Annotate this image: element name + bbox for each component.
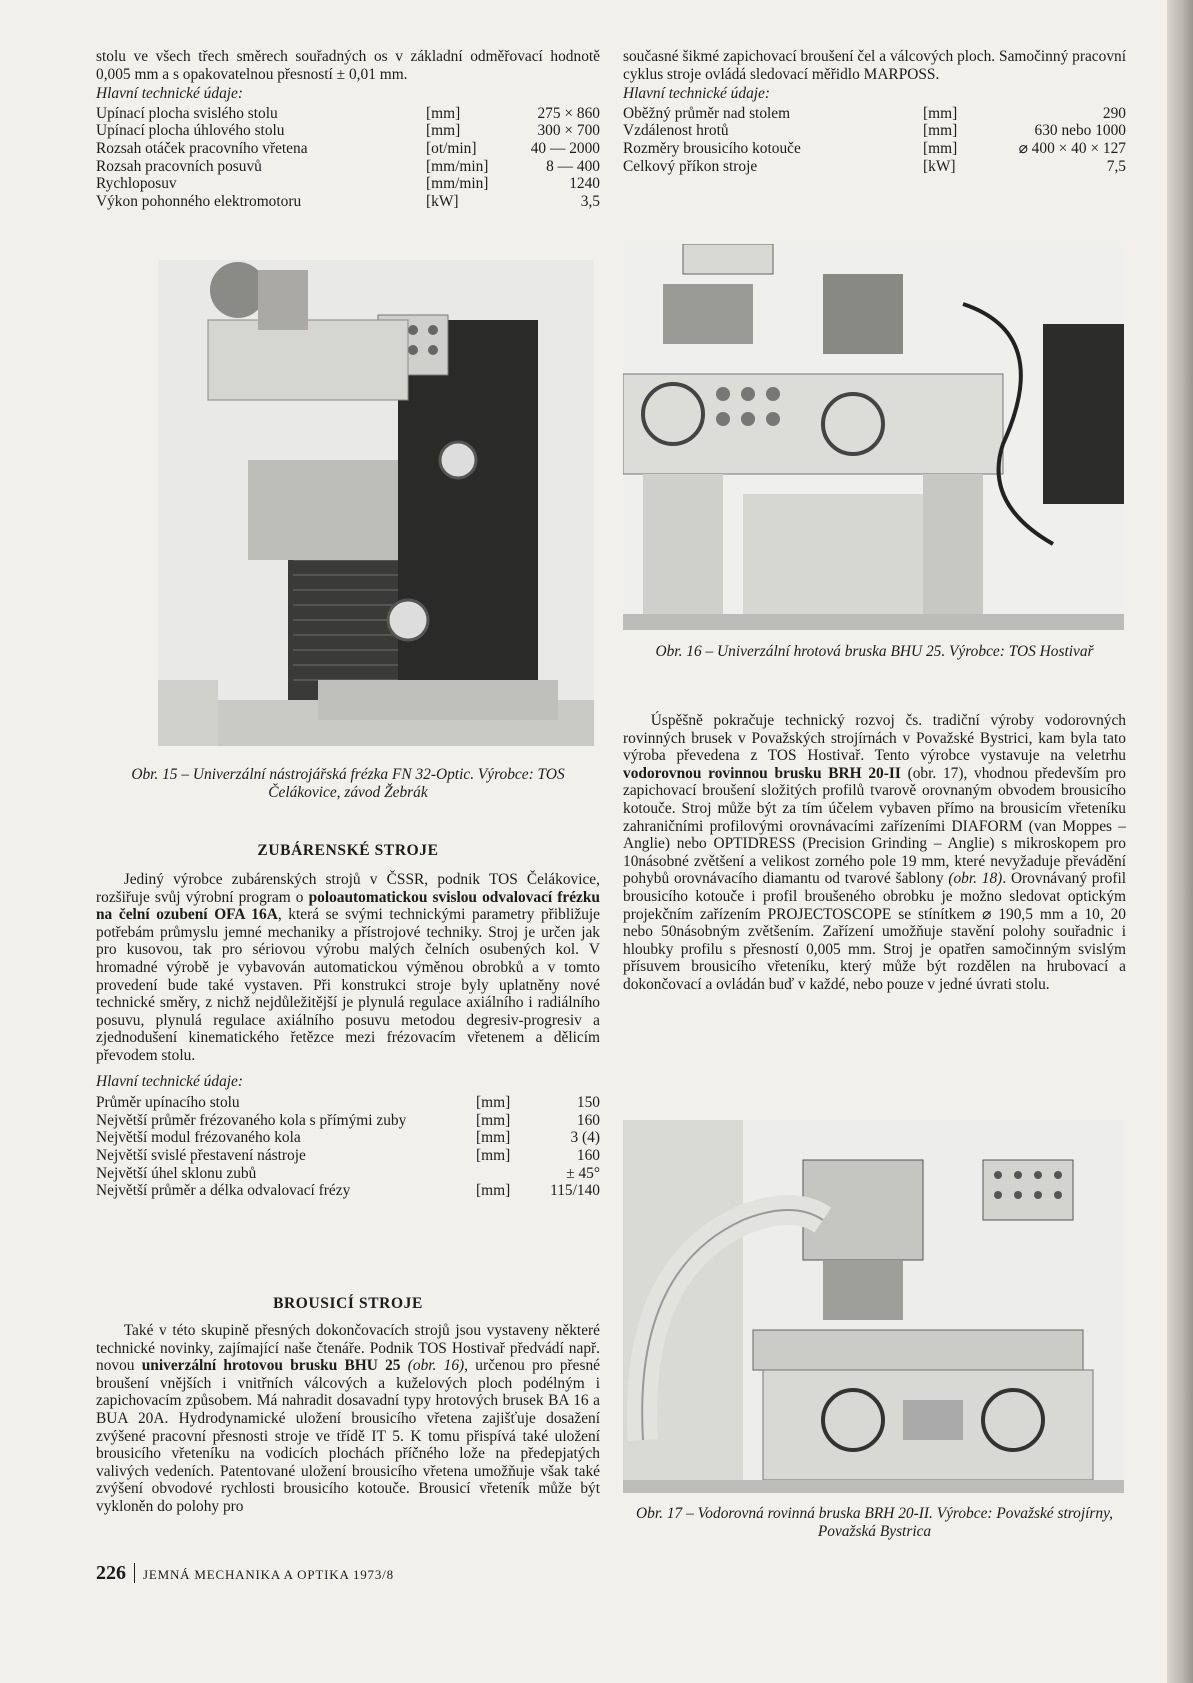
spec-unit: [mm] [923, 122, 958, 140]
spec-row [96, 193, 600, 211]
spec-value: 3,5 [580, 192, 600, 210]
top-left-spec-table [96, 105, 600, 211]
spec-value: 7,5 [1106, 157, 1126, 175]
spec-name: Největší průměr a délka odvalovací frézy [96, 1182, 351, 1200]
grind-section [96, 1322, 600, 1516]
top-right-text: současné šikmé zapichovací broušení čel a válcových ploch. Samočinný pracovní cyklus stroje ovládá sledovací měřidlo MARPOSS. [623, 48, 1126, 83]
top-left-block [96, 48, 600, 210]
spec-row [96, 1094, 600, 1112]
spec-value: 115/140 [550, 1182, 600, 1200]
gear-section [96, 871, 600, 1200]
top-right-block [623, 48, 1126, 175]
top-left-spec-label: Hlavní technické údaje: [96, 85, 244, 103]
spec-unit: [mm/min] [426, 157, 489, 175]
spec-name: Oběžný průměr nad stolem [623, 104, 791, 122]
spec-name: Průměr upínacího stolu [96, 1094, 240, 1112]
figure-16-photo [623, 244, 1124, 630]
spec-name: Celkový příkon stroje [623, 157, 758, 175]
spec-row [96, 1147, 600, 1165]
gear-paragraph: Jediný výrobce zubárenských strojů v ČSSR, podnik TOS Čelákovice, rozšiřuje svůj výrobní program o poloautomatickou svislou odvalovací frézku na čelní ozubení OFA 16A, která se svými technickými parametry přibližuje potřebám průmyslu jemné mechaniky a přístrojové techniky. Stroj je určen jak pro kusovou, tak pro sériovou výrobu malých čelních osubených kol. V hromadné výrobě je vybavován automatickou výměnou obrobků a v tomto provedení bude také vystaven. Při konstrukci stroje byly uplatněny nové technické směry, z nichž nejdůležitější je plynulá regulace axiálního i radiálního posuvu, plynulá regulace axiálního posuvu metodou degresiv-progresiv a zjednodušení kinematického řetězce mezi frézovacím vřetenem a dělicím převodem stolu. [96, 871, 600, 1064]
spec-name: Největší modul frézovaného kola [96, 1129, 301, 1147]
spec-name: Rychloposuv [96, 175, 177, 193]
figure-16-caption: Obr. 16 – Univerzální hrotová bruska BHU 25. Výrobce: TOS Hostivař [655, 643, 1094, 660]
milling-machine-image [158, 260, 594, 746]
spec-unit: [mm] [476, 1111, 511, 1129]
spec-value: 160 [576, 1111, 600, 1129]
spec-name: Upínací plocha svislého stolu [96, 104, 278, 122]
surface-grinder-image [623, 1120, 1124, 1493]
page-footer [96, 1562, 394, 1585]
spec-value: 630 nebo 1000 [1034, 122, 1126, 140]
spec-row [96, 158, 600, 176]
footer-divider [134, 1563, 135, 1583]
spec-row [96, 1165, 600, 1183]
spec-name: Vzdálenost hrotů [623, 122, 729, 140]
spec-unit: [mm] [923, 139, 958, 157]
spec-unit: [kW] [923, 157, 956, 175]
spec-value: 150 [576, 1094, 600, 1112]
section-heading-gear: ZUBÁRENSKÉ STROJE [257, 842, 439, 859]
spec-unit: [mm] [476, 1146, 511, 1164]
journal-name: JEMNÁ MECHANIKA A OPTIKA 1973/8 [143, 1567, 394, 1582]
section-heading-grind: BROUSICÍ STROJE [273, 1295, 423, 1312]
top-right-spec-table [623, 105, 1126, 175]
spec-name: Rozsah pracovních posuvů [96, 157, 262, 175]
spec-row [623, 158, 1126, 176]
spec-unit: [mm] [476, 1094, 511, 1112]
spec-name: Rozměry brousicího kotouče [623, 139, 801, 157]
page-edge-shadow [1167, 0, 1193, 1683]
spec-value: ⌀ 400 × 40 × 127 [1018, 139, 1126, 157]
spec-row [623, 140, 1126, 158]
spec-value: 40 — 2000 [530, 139, 600, 157]
grind-paragraph: Také v této skupině přesných dokončovacích strojů jsou vystaveny některé technické novinky, zajímající naše čtenáře. Podnik TOS Hostivař předvádí např. novou univerzální hrotovou brusku BHU 25 (obr. 16), určenou pro přesné broušení vnějších i vnitřních válcových a kuželových ploch podélným i zapichovacím způsobem. Má nahradit dosavadní typy hrotových brusek BA 16 a BUA 20A. Hydrodynamické uložení brousicího vřetena zajišťuje dosažení zvýšené pracovní přesnosti stroje ve třídě IT 5. K tomu přispívá také uložení brousicího vřeteníku na vodicích plochách příčného lože na předepjatých valivých vedeních. Patentované uložení brousicího vřetena umožňuje však také zvýšení obvodové rychlosti brousicího kotouče. Brousicí vřeteník může být vykloněn do polohy pro [96, 1322, 600, 1515]
page-number: 226 [96, 1562, 126, 1584]
spec-row [96, 1182, 600, 1200]
gear-spec-label: Hlavní technické údaje: [96, 1072, 244, 1090]
gear-spec-table [96, 1094, 600, 1200]
spec-name: Rozsah otáček pracovního vřetena [96, 139, 308, 157]
spec-row [623, 122, 1126, 140]
right-section [623, 712, 1126, 994]
spec-row [96, 1129, 600, 1147]
spec-name: Výkon pohonného elektromotoru [96, 192, 302, 210]
spec-row [96, 105, 600, 123]
spec-value: 3 (4) [570, 1129, 600, 1147]
spec-unit: [mm] [923, 104, 958, 122]
spec-row [96, 1112, 600, 1130]
spec-name: Největší svislé přestavení nástroje [96, 1146, 306, 1164]
top-left-text: stolu ve všech třech směrech souřadných os v základní odměřovací hodnotě 0,005 mm a s opakovatelnou přesností ± 0,01 mm. [96, 48, 600, 83]
figure-15-photo [158, 260, 594, 746]
spec-unit: [ot/min] [426, 139, 477, 157]
spec-row [623, 105, 1126, 123]
spec-value: 1240 [569, 175, 600, 193]
spec-name: Upínací plocha úhlového stolu [96, 122, 285, 140]
spec-unit: [mm] [476, 1129, 511, 1147]
spec-value: 275 × 860 [537, 104, 600, 122]
top-right-spec-label: Hlavní technické údaje: [623, 85, 771, 103]
spec-value: 300 × 700 [537, 122, 600, 140]
spec-row [96, 175, 600, 193]
spec-value: ± 45° [566, 1164, 600, 1182]
figure-15-caption: Obr. 15 – Univerzální nástrojářská frézka FN 32-Optic. Výrobce: TOS Čelákovice, závod Žebrák [131, 766, 565, 801]
spec-unit: [kW] [426, 192, 459, 210]
spec-row [96, 140, 600, 158]
figure-17-caption: Obr. 17 – Vodorovná rovinná bruska BRH 20-II. Výrobce: Považské strojírny, Považská Bystrica [636, 1505, 1113, 1540]
spec-name: Největší úhel sklonu zubů [96, 1164, 257, 1182]
spec-value: 8 — 400 [546, 157, 600, 175]
spec-unit: [mm] [426, 122, 461, 140]
spec-unit: [mm] [426, 104, 461, 122]
spec-unit [476, 1165, 546, 1183]
spec-unit: [mm] [476, 1182, 511, 1200]
spec-value: 290 [1102, 104, 1126, 122]
spec-name: Největší průměr frézovaného kola s přímými zuby [96, 1111, 407, 1129]
spec-unit: [mm/min] [426, 175, 489, 193]
cylindrical-grinder-image [623, 244, 1124, 630]
right-paragraph: Úspěšně pokračuje technický rozvoj čs. tradiční výroby vodorovných rovinných brusek v Považských strojírnách v Považské Bystrici, kam byla tato výroba převedena z TOS Hostivař. Tento výrobce vystavuje na veletrhu vodorovnou rovinnou brusku BRH 20-II (obr. 17), vhodnou především pro zapichovací broušení složitých profilů tvarově orovnaným obvodem brousicího kotouče. Stroj může být za tím účelem vybaven přímo na brousicím vřeteníku zahraničními profilovými orovnávacími zařízeními DIAFORM (van Moppes – Anglie) nebo OPTIDRESS (Precision Grinding – Anglie) s mikroskopem pro 10násobné zvětšení a velikost zorného pole 19 mm, které nevyžaduje převádění pohybů orovnávacího diamantu od tvarové šablony (obr. 18). Orovnávaný profil brousicího kotouče i profil broušeného obrobku je možno sledovat optickým projekčním zařízením PROJECTOSCOPE se stínítkem ⌀ 190,5 mm a 10, 20 nebo 50násobným zvětšením. Zařízení umožňuje stavění polohy souřadnic i hloubky profilu s přesností 0,005 mm. Stroj je opatřen samočinným svislým přísuvem brousicího vřeteníku, který může být rozdělen na hrubovací a dokončovací a ovládán buď v každé, nebo pouze v jedné úvrati stolu. [623, 712, 1127, 993]
spec-row [96, 122, 600, 140]
figure-17-photo [623, 1120, 1124, 1493]
spec-value: 160 [576, 1146, 600, 1164]
